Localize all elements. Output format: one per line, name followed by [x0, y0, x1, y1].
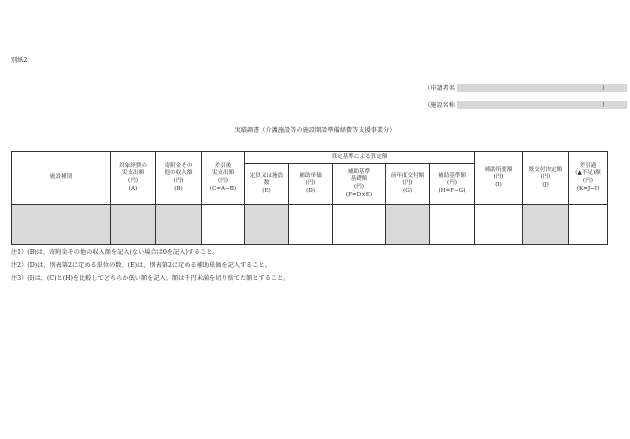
- header-col-b: 寄附金その 他の収入額 (円) (B): [156, 152, 202, 205]
- facility-name-label: （施設名称: [424, 102, 455, 109]
- header-col-h: 補助基準額 (円) (H=F−G): [430, 164, 475, 205]
- cell-a[interactable]: [111, 205, 156, 245]
- note-2: 注2）(D)は、別表第2に定める単位の数、(E)は、別表第2に定める補助単価を記入すること。: [11, 262, 271, 269]
- header-facility-type: 施設種別: [12, 152, 111, 205]
- cell-j[interactable]: [523, 205, 569, 245]
- facility-name-close: ）: [602, 102, 609, 109]
- header-col-j: 既交付決定額 (円) (J): [523, 152, 569, 205]
- note-1: 注1）(B)は、寄附金その他の収入額を記入(ない場合は0を記入)すること。: [11, 249, 219, 256]
- performance-table: [11, 151, 608, 245]
- cell-facility-type[interactable]: [12, 205, 111, 245]
- form-title: 実績調書（介護施設等の施設開設準備経費等支援事業分）: [234, 127, 396, 134]
- cell-i[interactable]: [475, 205, 523, 245]
- header-group-calculation: 算定基準による算定額: [245, 152, 475, 164]
- header-col-k: 差引過 (▲不足)額 (円) (K=J−I): [569, 152, 608, 205]
- cell-h[interactable]: [430, 205, 475, 245]
- cell-g[interactable]: [386, 205, 430, 245]
- applicant-name-close: ）: [602, 85, 609, 92]
- header-col-c: 差引後 実支出額 (円) (C=A−B): [202, 152, 245, 205]
- cell-e[interactable]: [245, 205, 289, 245]
- note-3: 注3）(I)は、(C)と(H)を比較してどちらか低い額を記入。額は千円未満を切り捨てた額とすること。: [11, 275, 290, 282]
- applicant-name-label: （申請者名: [424, 85, 455, 92]
- header-col-i: 補助所要額 (円) (I): [475, 152, 523, 205]
- header-col-e: 定員又は施設 数 (E): [245, 164, 289, 205]
- header-col-d: 補助単価 (円) (D): [289, 164, 333, 205]
- cell-f[interactable]: [333, 205, 386, 245]
- cell-b[interactable]: [156, 205, 202, 245]
- header-col-g: 前年度交付額 (円) (G): [386, 164, 430, 205]
- cell-k[interactable]: [569, 205, 608, 245]
- header-col-f: 補助基準 基礎額 (円) (F=D×E): [333, 164, 386, 205]
- header-col-a: 対象経費の 実支出額 (円) (A): [111, 152, 156, 205]
- attachment-label: 別紙2: [11, 57, 28, 64]
- cell-c[interactable]: [202, 205, 245, 245]
- cell-d[interactable]: [289, 205, 333, 245]
